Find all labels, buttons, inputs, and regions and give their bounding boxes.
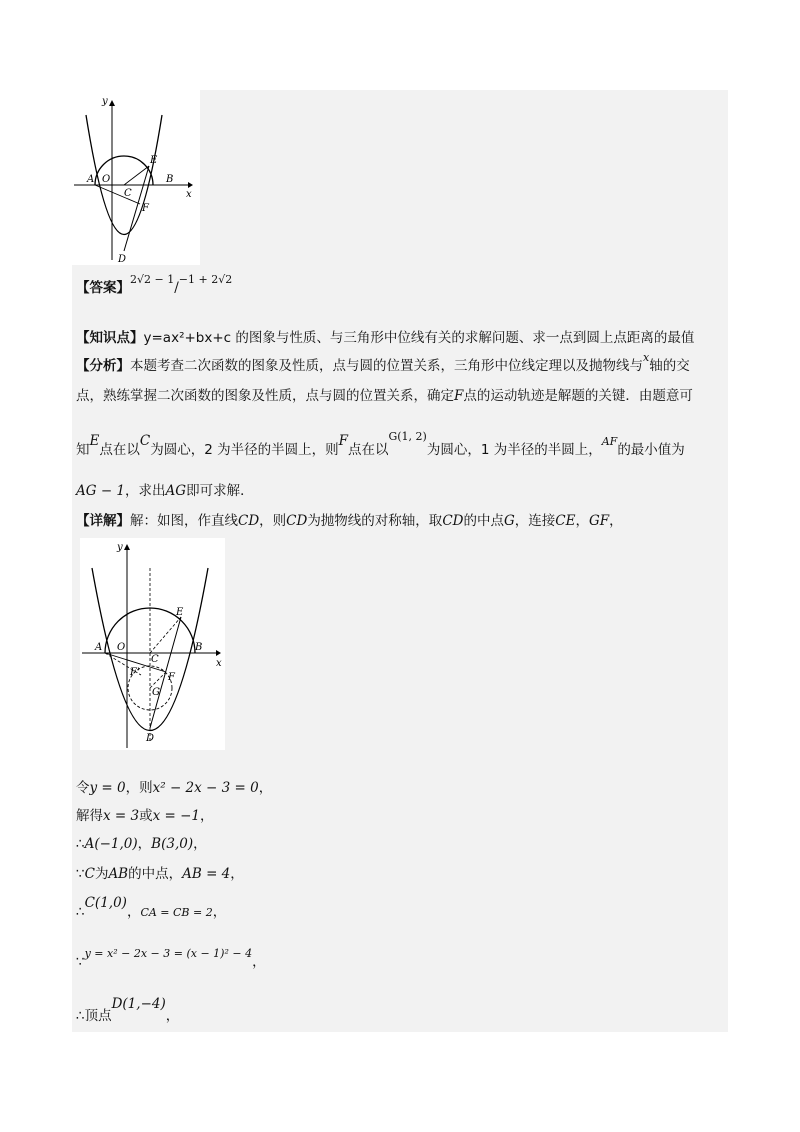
- label-b: B: [166, 174, 174, 185]
- step-1: [76, 778, 272, 798]
- vertex-text: ∴顶点: [76, 1008, 112, 1024]
- label-d: D: [146, 733, 155, 744]
- math-f: F: [454, 388, 464, 404]
- label-d: D: [118, 254, 127, 265]
- label-o: O: [117, 642, 126, 653]
- analysis-text: 点在以: [99, 442, 140, 458]
- math-ag: AG: [165, 483, 187, 499]
- label-x: x: [186, 189, 192, 200]
- step-text: ，则: [125, 780, 153, 796]
- knowledge-tag: 【知识点】: [76, 330, 144, 346]
- analysis-line-1: [76, 351, 690, 377]
- step-text: ，: [212, 904, 227, 920]
- answer-tag: 【答案】: [76, 280, 130, 296]
- x-axis-arrow: [216, 650, 221, 656]
- math-x-eq-3: x = 3: [103, 808, 140, 824]
- knowledge-text: y=ax²+bx+c 的图象与性质、与三角形中位线有关的求解问题、求一点到圆上点距离的最值: [143, 330, 695, 346]
- analysis-text: 为圆心，2 为半径的半圆上，则: [150, 442, 339, 458]
- math-y-eq-0: y = 0: [89, 780, 126, 796]
- analysis-text: 知: [76, 442, 90, 458]
- step-text: ，: [165, 1008, 180, 1024]
- math-c: C: [139, 433, 151, 449]
- label-f: F: [168, 672, 175, 683]
- step-text: ，: [252, 954, 266, 970]
- step-3: [76, 834, 207, 854]
- step-4: [76, 864, 244, 884]
- math-point-b: B(3,0): [151, 836, 194, 852]
- step-text: ，: [126, 904, 141, 920]
- math-point-c: C(1,0): [84, 895, 127, 911]
- label-e: E: [176, 607, 184, 618]
- step-7: [76, 996, 180, 1026]
- detail-text: ，: [575, 513, 589, 529]
- label-b: B: [195, 642, 203, 653]
- math-e: E: [89, 433, 100, 449]
- label-c: C: [124, 188, 132, 199]
- math-vertex-form: y = x² − 2x − 3 = (x − 1)² − 4: [84, 947, 253, 960]
- because-symbol: ∵: [76, 866, 85, 882]
- math-c: C: [84, 866, 95, 882]
- label-a: A: [95, 642, 103, 653]
- analysis-text: 点，熟练掌握二次函数的图象及性质，点与圆的位置关系，确定: [76, 388, 454, 404]
- math-af: AF: [601, 435, 618, 448]
- analysis-line-3: [76, 430, 685, 461]
- label-x: x: [216, 658, 222, 669]
- detail-text: 为抛物线的对称轴，取: [307, 513, 443, 529]
- step-text: 解得: [76, 808, 103, 824]
- math-cd: CD: [286, 513, 308, 529]
- math-cd: CD: [442, 513, 464, 529]
- answer-value-2: −1 + 2√2: [178, 273, 233, 286]
- label-o: O: [102, 174, 111, 185]
- y-axis-arrow: [124, 544, 130, 550]
- figure-parabola-semicircle: [72, 90, 200, 265]
- answer-line: [76, 273, 233, 299]
- detail-line: [76, 511, 623, 531]
- label-c: C: [151, 654, 159, 665]
- step-text: ，: [193, 836, 207, 852]
- step-text: 或: [139, 808, 153, 824]
- analysis-line-2: [76, 386, 693, 406]
- math-g-point: G(1, 2): [388, 430, 427, 443]
- math-f: F: [338, 433, 348, 449]
- math-ce: CE: [555, 513, 576, 529]
- math-point-a: A(−1,0): [84, 836, 138, 852]
- detail-text: ，连接: [514, 513, 556, 529]
- math-ca-eq-cb: CA = CB = 2: [140, 906, 213, 919]
- analysis-text: 为圆心，1 为半径的半圆上，: [426, 442, 602, 458]
- math-equation: x² − 2x − 3 = 0: [152, 780, 259, 796]
- detail-text: ，: [609, 513, 623, 529]
- detail-text: ，则: [259, 513, 287, 529]
- math-gf: GF: [588, 513, 610, 529]
- math-g: G: [503, 513, 515, 529]
- step-text: ，: [258, 780, 273, 796]
- analysis-text: 的最小值为: [617, 442, 685, 458]
- label-f: F: [142, 203, 149, 214]
- answer-separator: /: [174, 280, 179, 296]
- step-text: 令: [76, 780, 90, 796]
- analysis-tag: 【分析】: [76, 358, 130, 374]
- step-5: [76, 895, 227, 923]
- math-point-d: D(1,−4): [111, 996, 166, 1012]
- therefore-symbol: ∴: [76, 904, 85, 920]
- step-6: [76, 947, 266, 973]
- detail-text: 的中点: [463, 513, 504, 529]
- step-text: ，: [200, 808, 214, 824]
- label-g: G: [152, 687, 160, 698]
- analysis-text: 本题考查二次函数的图象及性质，点与圆的位置关系，三角形中位线定理以及抛物线与: [130, 358, 643, 374]
- math-x: x: [643, 351, 650, 364]
- label-y: y: [117, 542, 123, 553]
- answer-value-1: 2√2 − 1: [130, 273, 175, 286]
- math-cd: CD: [238, 513, 260, 529]
- because-symbol: ∵: [76, 954, 85, 970]
- knowledge-line: [76, 328, 694, 348]
- math-ag-minus-1: AG − 1: [76, 483, 126, 499]
- figure-parabola-circles: [80, 538, 225, 750]
- detail-tag: 【详解】: [76, 513, 130, 529]
- math-x-eq-neg1: x = −1: [152, 808, 201, 824]
- analysis-text: 点在以: [347, 442, 389, 458]
- math-ab-eq-4: AB = 4: [182, 866, 231, 882]
- label-a: A: [87, 174, 95, 185]
- step-text: 为: [94, 866, 109, 882]
- analysis-text: 即可求解．: [186, 483, 254, 499]
- detail-text: 解：如图，作直线: [130, 513, 238, 529]
- step-text: 的中点，: [128, 866, 183, 882]
- step-2: [76, 806, 214, 826]
- label-e: E: [150, 155, 158, 166]
- therefore-symbol: ∴: [76, 836, 85, 852]
- label-y: y: [102, 96, 108, 107]
- label-f-prime: F': [130, 667, 140, 678]
- analysis-text: 轴的交: [649, 358, 690, 374]
- analysis-text: ，求出: [125, 483, 166, 499]
- math-ab: AB: [108, 866, 129, 882]
- step-text: ，: [230, 866, 244, 882]
- analysis-line-4: [76, 481, 254, 501]
- analysis-text: 点的运动轨迹是解题的关键．由题意可: [463, 388, 693, 404]
- step-text: ，: [137, 836, 152, 852]
